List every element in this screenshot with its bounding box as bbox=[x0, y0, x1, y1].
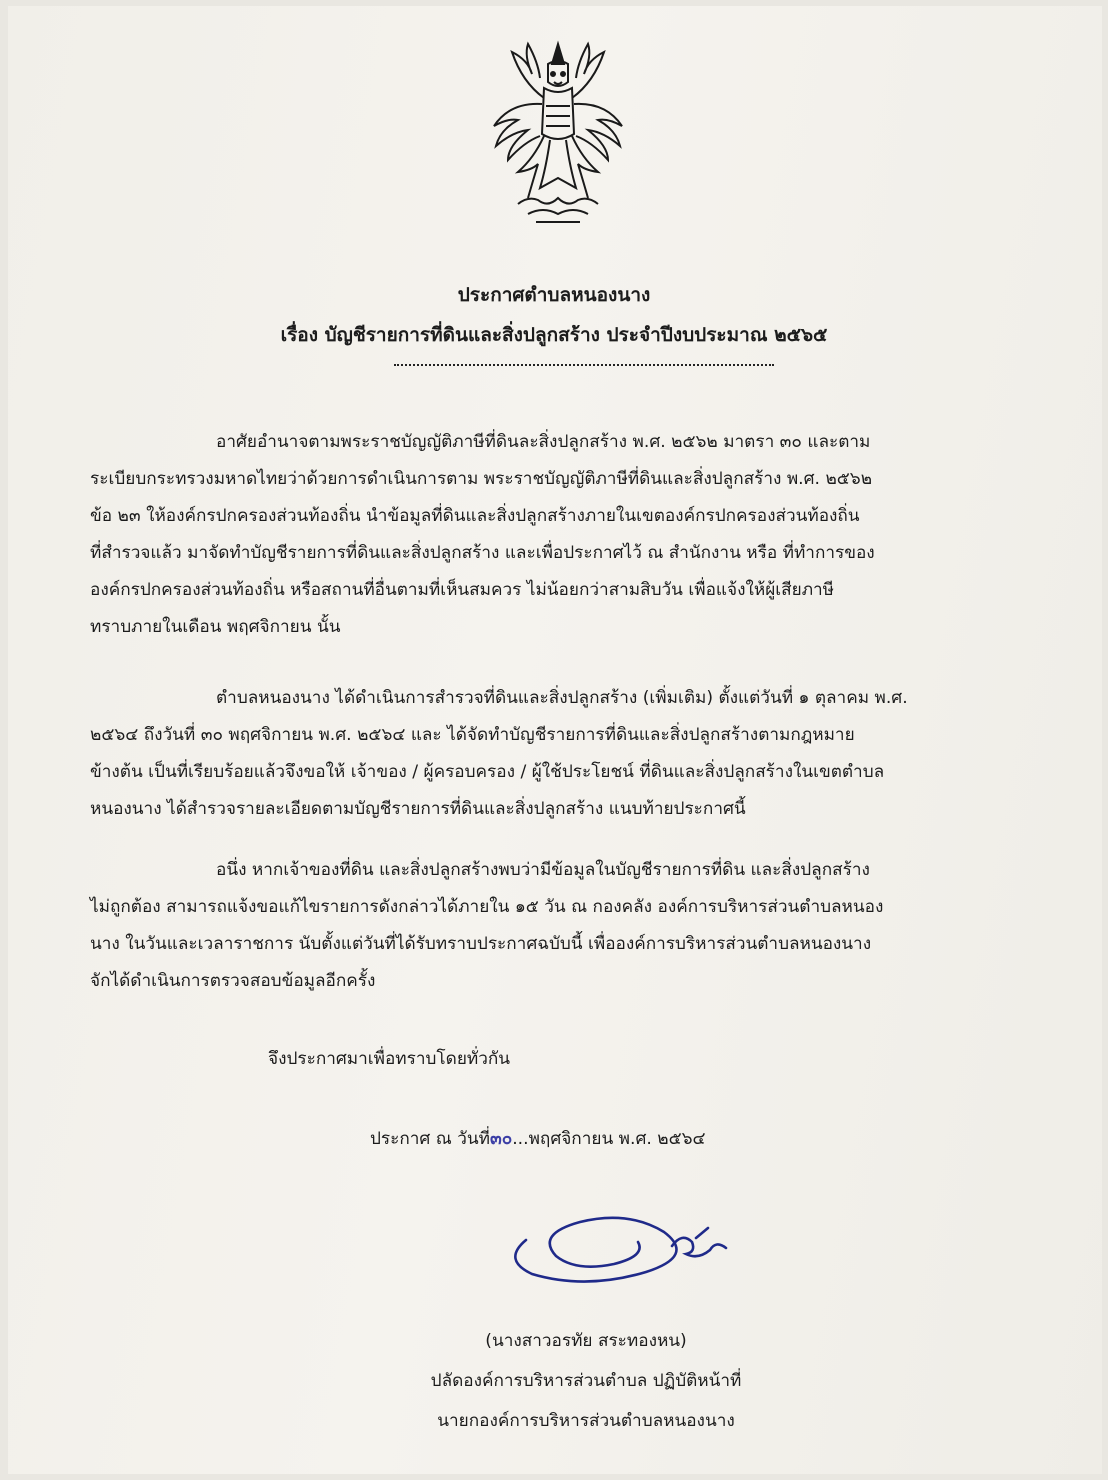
paragraph-authority bbox=[90, 424, 1080, 646]
paragraph-line: ไม่ถูกต้อง สามารถแจ้งขอแก้ไขรายการดังกล่าวได้ภายใน ๑๕ วัน ณ กองคลัง องค์การบริหารส่วนตำบลหนอง bbox=[90, 897, 884, 917]
paragraph-line: ตำบลหนองนาง ได้ดำเนินการสำรวจที่ดินและสิ่งปลูกสร้าง (เพิ่มเติม) ตั้งแต่วันที่ ๑ ตุลาคม พ.ศ. bbox=[216, 688, 908, 708]
paragraph-line: อนึ่ง หากเจ้าของที่ดิน และสิ่งปลูกสร้างพบว่ามีข้อมูลในบัญชีรายการที่ดิน และสิ่งปลูกสร้าง bbox=[216, 860, 870, 880]
announcement-title: ประกาศตำบลหนองนาง bbox=[457, 284, 651, 306]
paragraph-line: องค์กรปกครองส่วนท้องถิ่น หรือสถานที่อื่นตามที่เห็นสมควร ไม่น้อยกว่าสามสิบวัน เพื่อแจ้งให้ผู้เสียภาษี bbox=[90, 580, 835, 600]
paragraph-line: ที่สำรวจแล้ว มาจัดทำบัญชีรายการที่ดินและสิ่งปลูกสร้าง และเพื่อประกาศไว้ ณ สำนักงาน หรือ ที่ทำการของ bbox=[90, 543, 875, 563]
paragraph-line: ทราบภายในเดือน พฤศจิกายน นั้น bbox=[90, 617, 341, 637]
date-suffix: ...พฤศจิกายน พ.ศ. ๒๕๖๔ bbox=[512, 1129, 706, 1149]
paragraph-line: อาศัยอำนาจตามพระราชบัญญัติภาษีที่ดินละสิ่งปลูกสร้าง พ.ศ. ๒๕๖๒ มาตรา ๓๐ และตาม bbox=[216, 432, 871, 452]
paragraph-survey bbox=[90, 680, 1080, 828]
paragraph-line: ข้างต้น เป็นที่เรียบร้อยแล้วจึงขอให้ เจ้าของ / ผู้ครอบครอง / ผู้ใช้ประโยชน์ ที่ดินและสิ่งปลูกสร้างในเขตตำบล bbox=[90, 762, 885, 782]
paragraph-correction bbox=[90, 852, 1080, 1000]
signer-position: ปลัดองค์การบริหารส่วนตำบล ปฏิบัติหน้าที่ bbox=[430, 1371, 742, 1391]
paragraph-line: นาง ในวันและเวลาราชการ นับตั้งแต่วันที่ได้รับทราบประกาศฉบับนี้ เพื่อองค์การบริหารส่วนตำบลหนองนาง bbox=[90, 934, 872, 954]
date-day-handwritten: ๓๐ bbox=[489, 1129, 513, 1149]
announcement-subject: เรื่อง บัญชีรายการที่ดินและสิ่งปลูกสร้าง ประจำปีงบประมาณ ๒๕๖๕ bbox=[280, 324, 828, 346]
signer-acting-position: นายกองค์การบริหารส่วนตำบลหนองนาง bbox=[437, 1411, 735, 1431]
garuda-emblem-icon bbox=[488, 38, 628, 226]
handwritten-signature-icon bbox=[496, 1180, 746, 1290]
date-prefix: ประกาศ ณ วันที่ bbox=[370, 1129, 490, 1149]
paragraph-line: ๒๕๖๔ ถึงวันที่ ๓๐ พฤศจิกายน พ.ศ. ๒๕๖๔ และ ได้จัดทำบัญชีรายการที่ดินและสิ่งปลูกสร้างตามกฎหมาย bbox=[90, 725, 855, 745]
paragraph-line: จักได้ดำเนินการตรวจสอบข้อมูลอีกครั้ง bbox=[90, 971, 376, 991]
dotted-divider bbox=[394, 364, 774, 366]
signer-name: (นางสาวอรทัย สระทองหน) bbox=[485, 1331, 687, 1351]
paragraph-line: ระเบียบกระทรวงมหาดไทยว่าด้วยการดำเนินการตาม พระราชบัญญัติภาษีที่ดินและสิ่งปลูกสร้าง พ.ศ. ๒๕๖๒ bbox=[90, 469, 873, 489]
paragraph-line: หนองนาง ได้สำรวจรายละเอียดตามบัญชีรายการที่ดินและสิ่งปลูกสร้าง แนบท้ายประกาศนี้ bbox=[90, 799, 746, 819]
announcement-date bbox=[370, 1124, 706, 1152]
closing-statement: จึงประกาศมาเพื่อทราบโดยทั่วกัน bbox=[268, 1049, 511, 1069]
paragraph-line: ข้อ ๒๓ ให้องค์กรปกครองส่วนท้องถิ่น นำข้อมูลที่ดินและสิ่งปลูกสร้างภายในเขตองค์กรปกครองส่วนท้องถิ่น bbox=[90, 506, 860, 526]
